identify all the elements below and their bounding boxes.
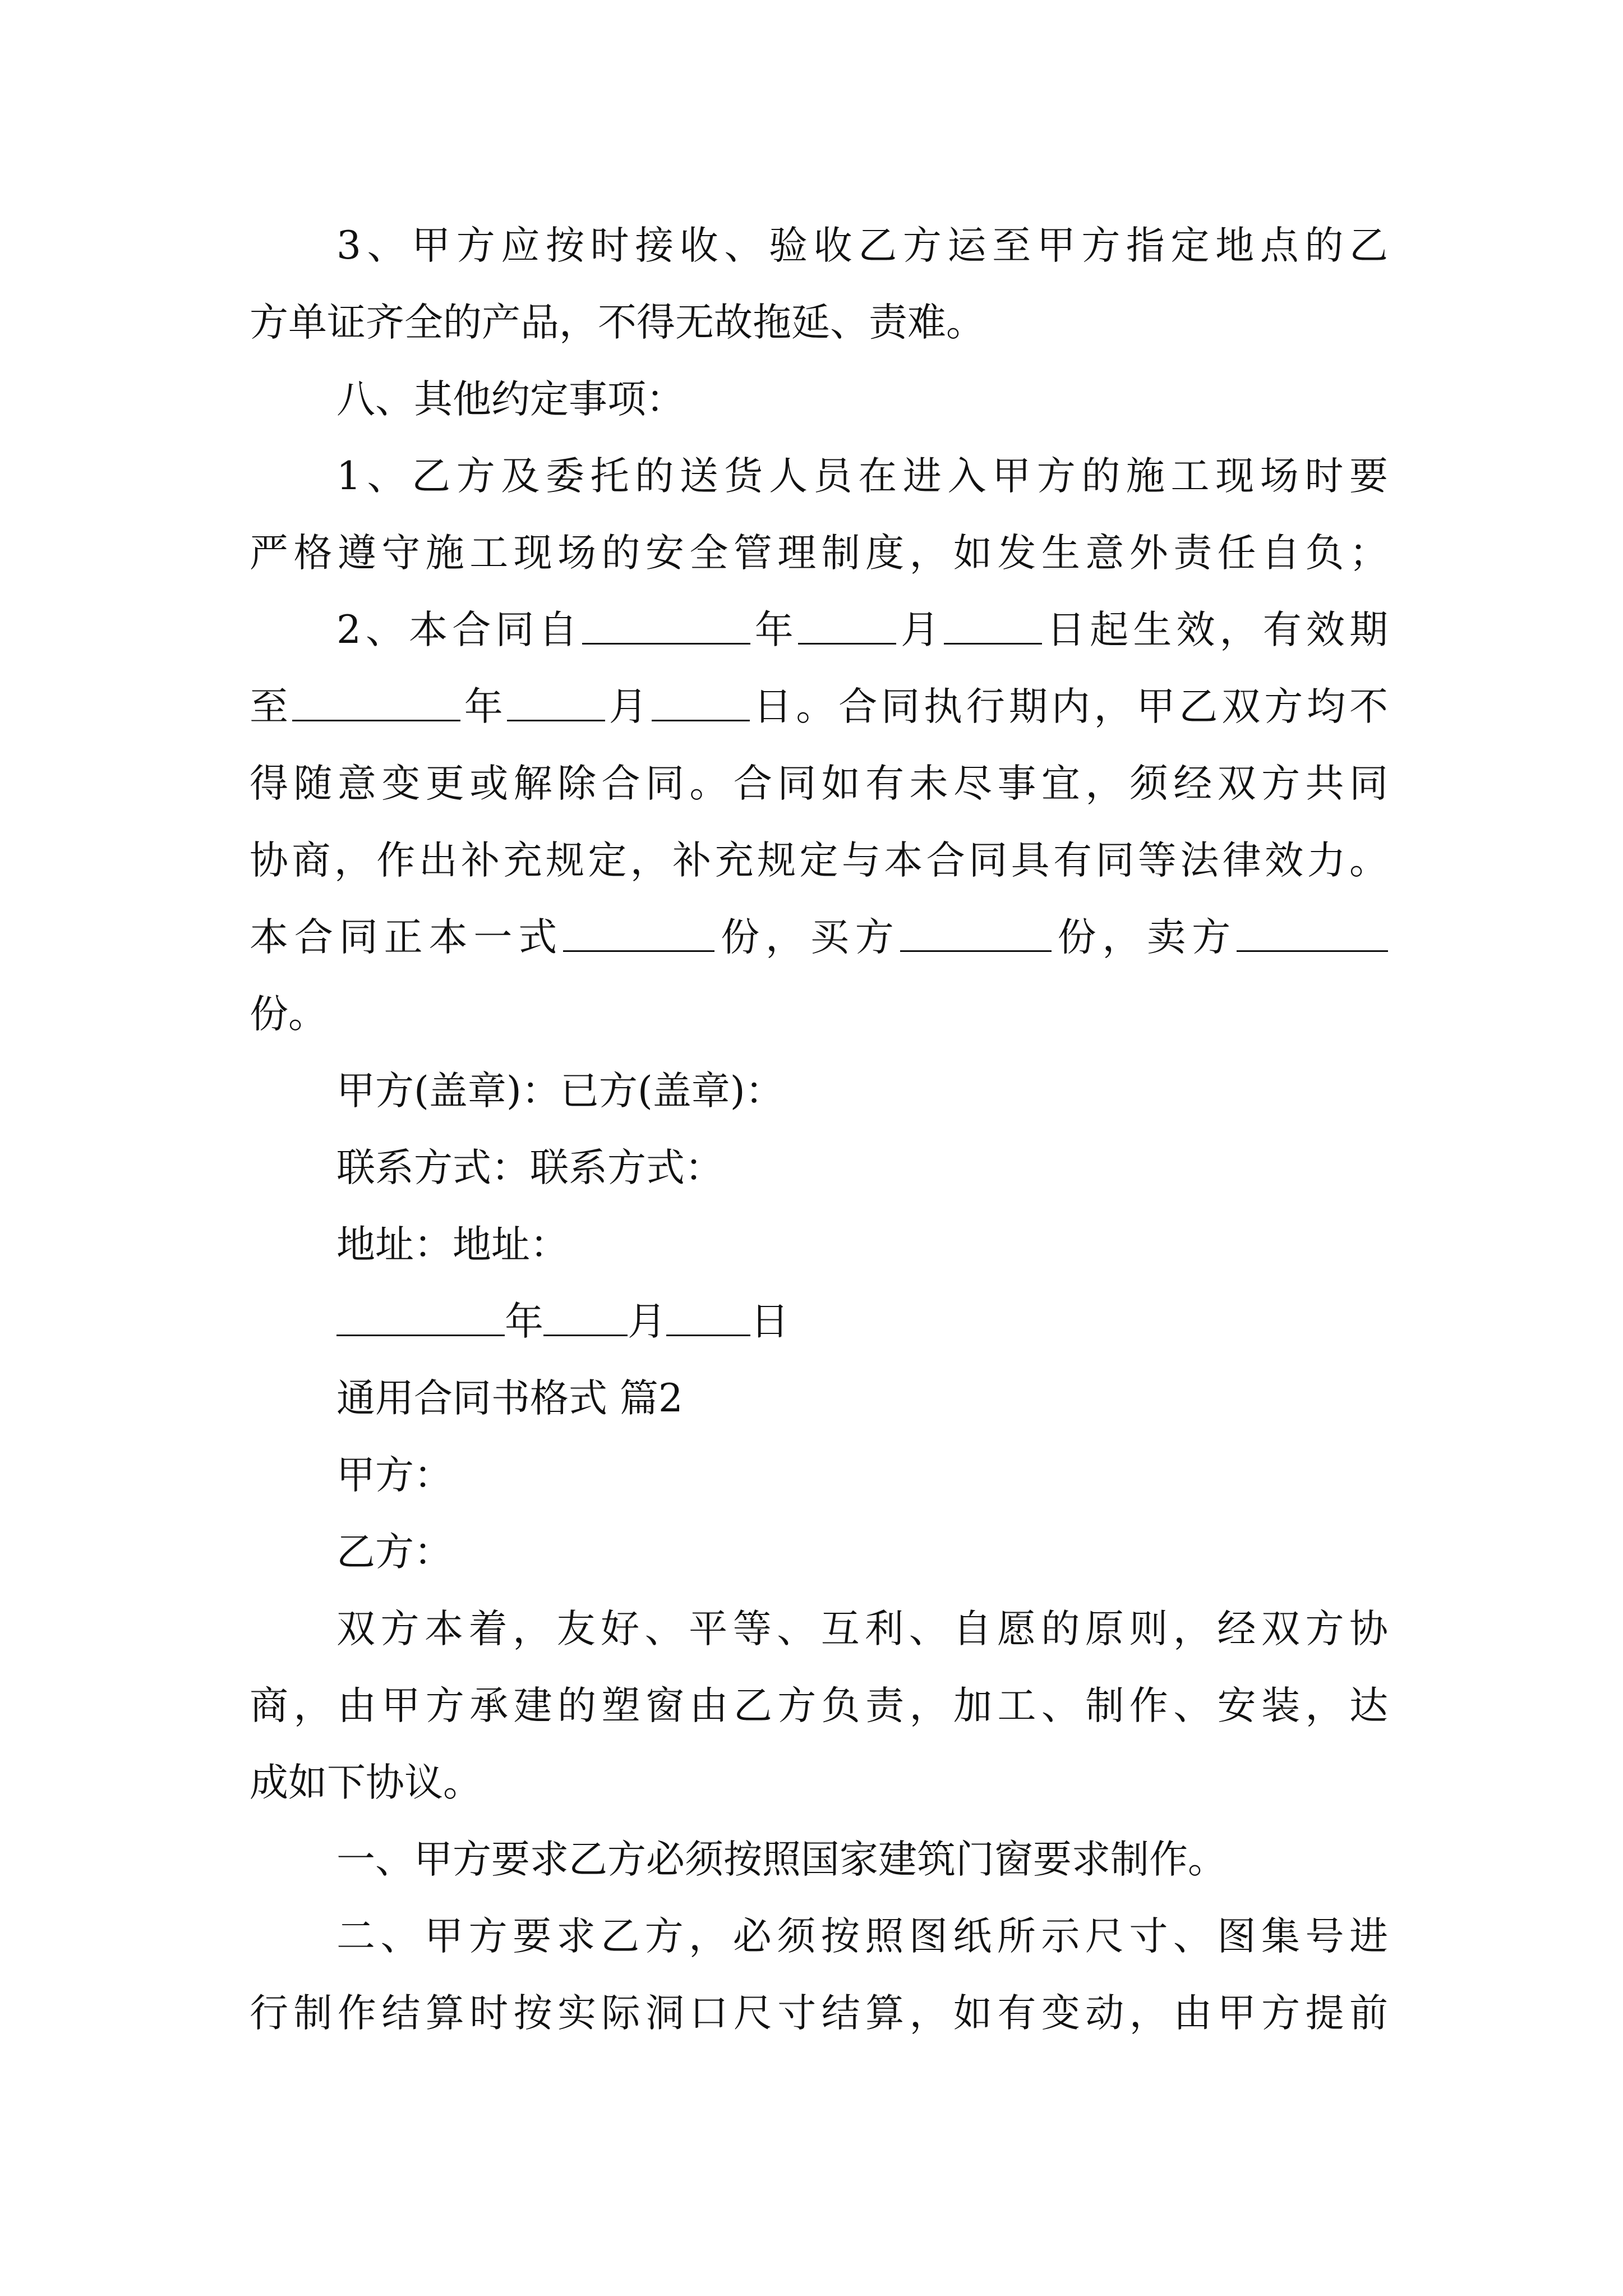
party-b-label: 乙方： [336, 1530, 453, 1575]
party-seal-line: 甲方(盖章)：已方(盖章)： [336, 1069, 784, 1114]
year-label: 年 [505, 1299, 543, 1344]
year-blank[interactable] [292, 685, 460, 721]
contact-line: 联系方式：联系方式： [336, 1145, 723, 1190]
paragraph-line: 协商，作出补充规定，补充规定与本合同具有同等法律效力。 [250, 838, 1388, 883]
signature-date-line [250, 1283, 1388, 1360]
month-label: 月 [628, 1299, 666, 1344]
copies-line [250, 899, 1388, 976]
paragraph-line: 严格遵守施工现场的安全管理制度，如发生意外责任自负； [250, 531, 1388, 576]
section-heading: 八、其他约定事项： [336, 377, 685, 422]
paragraph-line: 行制作结算时按实际洞口尺寸结算，如有变动，由甲方提前 [250, 1991, 1388, 2036]
paragraph-line: 一、甲方要求乙方必须按照国家建筑门窗要求制作。 [336, 1837, 1227, 1882]
copies-total-blank[interactable] [563, 915, 714, 952]
year-blank[interactable] [336, 1300, 505, 1336]
address-line: 地址：地址： [336, 1222, 569, 1267]
until-suffix: 日。合同执行期内，甲乙双方均不 [749, 684, 1389, 729]
month-blank[interactable] [507, 685, 605, 721]
copies-end: 份。 [250, 992, 327, 1037]
section-title: 通用合同书格式 篇2 [336, 1376, 683, 1421]
day-label: 日 [750, 1299, 789, 1344]
document-page [250, 208, 1388, 2052]
month-label: 月 [605, 684, 652, 729]
party-a-label: 甲方： [336, 1453, 453, 1498]
year-blank[interactable] [582, 608, 750, 645]
paragraph-line: 得随意变更或解除合同。合同如有未尽事宜，须经双方共同 [250, 761, 1388, 806]
day-blank[interactable] [944, 608, 1042, 645]
paragraph-line: 成如下协议。 [250, 1760, 482, 1805]
effective-date-line [250, 592, 1388, 669]
year-label: 年 [460, 684, 507, 729]
day-blank[interactable] [666, 1300, 750, 1336]
day-blank[interactable] [652, 685, 750, 721]
copies-buyer-label: 份，买方 [714, 915, 900, 960]
effective-suffix: 日起生效，有效期 [1042, 608, 1389, 652]
paragraph-line: 1、乙方及委托的送货人员在进入甲方的施工现场时要 [336, 454, 1388, 499]
until-date-line [250, 669, 1388, 746]
year-label: 年 [750, 608, 798, 652]
copies-buyer-blank[interactable] [900, 915, 1052, 952]
month-label: 月 [896, 608, 944, 652]
until-prefix: 至 [250, 684, 292, 729]
month-blank[interactable] [543, 1300, 628, 1336]
paragraph-line: 商，由甲方承建的塑窗由乙方负责，加工、制作、安装，达 [250, 1683, 1388, 1728]
month-blank[interactable] [798, 608, 896, 645]
paragraph-line: 3、甲方应按时接收、验收乙方运至甲方指定地点的乙 [336, 223, 1388, 268]
effective-prefix: 2、本合同自 [336, 608, 582, 652]
paragraph-line: 二、甲方要求乙方，必须按照图纸所示尺寸、图集号进 [336, 1914, 1388, 1959]
paragraph-line: 方单证齐全的产品，不得无故拖延、责难。 [250, 300, 985, 345]
copies-prefix: 本合同正本一式 [250, 915, 564, 960]
paragraph-line: 双方本着，友好、平等、互利、自愿的原则，经双方协 [336, 1607, 1388, 1651]
copies-seller-label: 份，卖方 [1051, 915, 1237, 960]
copies-seller-blank[interactable] [1237, 915, 1388, 952]
